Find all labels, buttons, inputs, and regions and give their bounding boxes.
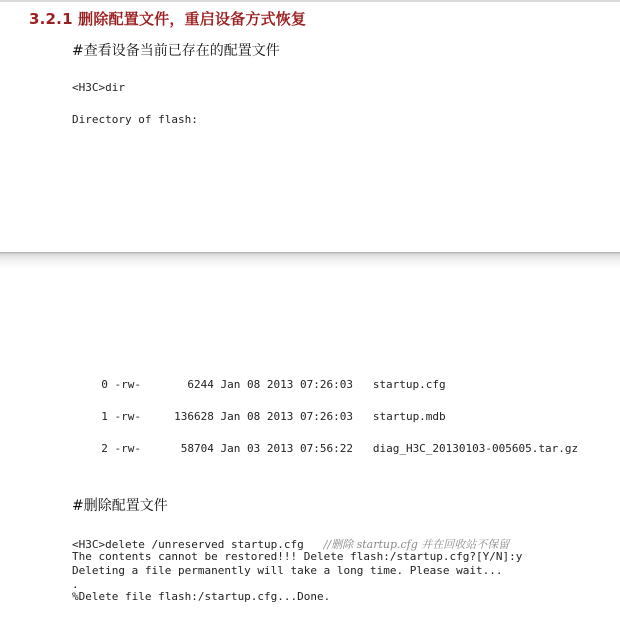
view-files-heading: #查看设备当前已存在的配置文件	[72, 43, 280, 59]
directory-line: Directory of flash:	[72, 113, 198, 126]
page-break	[0, 252, 620, 268]
section-title-text: 删除配置文件，重启设备方式恢复	[78, 10, 307, 28]
file-size: 136628	[174, 410, 214, 423]
output-line: Deleting a file permanently will take a long time. Please wait...	[72, 564, 503, 577]
file-name: startup.mdb	[372, 410, 446, 423]
file-row	[88, 365, 446, 391]
file-size: 6244	[187, 378, 214, 391]
delete-files-heading: #删除配置文件	[72, 498, 168, 514]
file-name: diag_H3C_20130103-005605.tar.gz	[372, 442, 579, 455]
file-date: Jan 08 2013 07:26:03	[220, 410, 353, 423]
output-line: %Delete file flash:/startup.cfg...Done.	[72, 590, 331, 603]
file-size: 58704	[180, 442, 214, 455]
file-perm: -rw-	[114, 410, 141, 423]
file-date: Jan 03 2013 07:56:22	[220, 442, 353, 455]
section-number: 3.2.1	[29, 10, 73, 28]
file-row	[88, 429, 578, 455]
file-index: 1	[101, 410, 108, 423]
output-line: The contents cannot be restored!!! Delete flash:/startup.cfg?[Y/N]:y	[72, 550, 523, 563]
top-rule	[0, 0, 620, 2]
file-date: Jan 08 2013 07:26:03	[220, 378, 353, 391]
file-name: startup.cfg	[372, 378, 446, 391]
delete-command: <H3C>delete /unreserved startup.cfg	[72, 538, 304, 551]
output-line: .	[72, 578, 79, 591]
file-perm: -rw-	[114, 378, 141, 391]
file-index: 2	[101, 442, 108, 455]
file-perm: -rw-	[114, 442, 141, 455]
file-index: 0	[101, 378, 108, 391]
section-title	[29, 8, 306, 29]
file-row	[88, 397, 446, 423]
delete-comment: //删除 startup.cfg 并在回收站不保留	[323, 538, 510, 551]
dir-command: <H3C>dir	[72, 81, 125, 94]
